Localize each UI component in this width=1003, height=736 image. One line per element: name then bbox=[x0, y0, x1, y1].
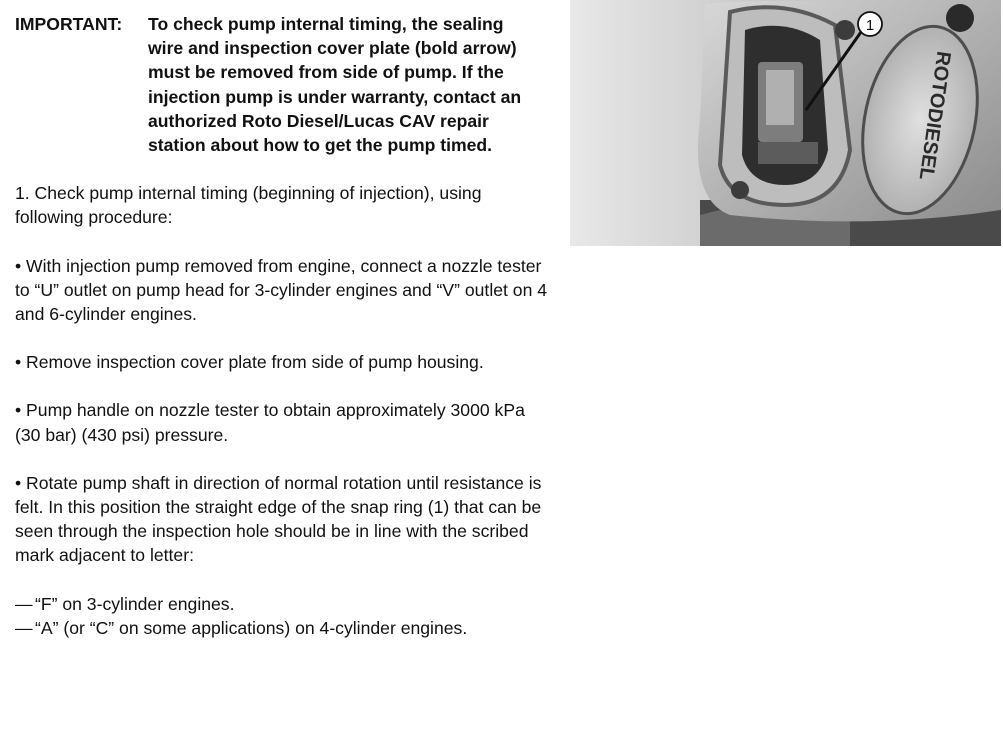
dash-mark: — bbox=[15, 617, 33, 638]
dash-text: “F” on 3-cylinder engines. bbox=[35, 593, 235, 614]
instructions-text bbox=[15, 12, 550, 640]
plate-brand-text: ROTODIESEL bbox=[914, 49, 955, 182]
bullet-remove-cover: • Remove inspection cover plate from side of pump housing. bbox=[15, 352, 484, 373]
callout-number: 1 bbox=[865, 17, 875, 34]
important-text: To check pump internal timing, the sealing wire and inspection cover plate (bold arrow) must be removed from side of pump. If the injection pump is under warranty, contact an authorized Roto Diesel/Lucas CAV repair station about how to get the pump timed. bbox=[148, 14, 522, 156]
dash-item-f bbox=[15, 592, 550, 616]
bullet-connect-tester: • With injection pump removed from engine, connect a nozzle tester to “U” outlet on pump head for 3-cylinder engines and “V” outlet on 4 and 6-cylinder engines. bbox=[15, 255, 548, 325]
dash-item-a bbox=[15, 616, 550, 640]
dash-mark: — bbox=[15, 593, 33, 614]
pump-photo bbox=[570, 0, 1001, 246]
bullet-rotate-shaft: • Rotate pump shaft in direction of normal rotation until resistance is felt. In this position the straight edge of the snap ring (1) that can be seen through the inspection hole should be in line with the scribed mark adjacent to letter: bbox=[15, 472, 542, 566]
dash-text: “A” (or “C” on some applications) on 4-cylinder engines. bbox=[35, 617, 468, 638]
important-label: IMPORTANT: bbox=[15, 14, 123, 34]
important-note bbox=[15, 12, 550, 157]
step-1: 1. Check pump internal timing (beginning of injection), using following procedure: bbox=[15, 183, 482, 228]
pump-photo-illustration bbox=[570, 0, 1001, 246]
bullet-pump-handle: • Pump handle on nozzle tester to obtain approximately 3000 kPa (30 bar) (430 psi) pressure. bbox=[15, 400, 525, 445]
